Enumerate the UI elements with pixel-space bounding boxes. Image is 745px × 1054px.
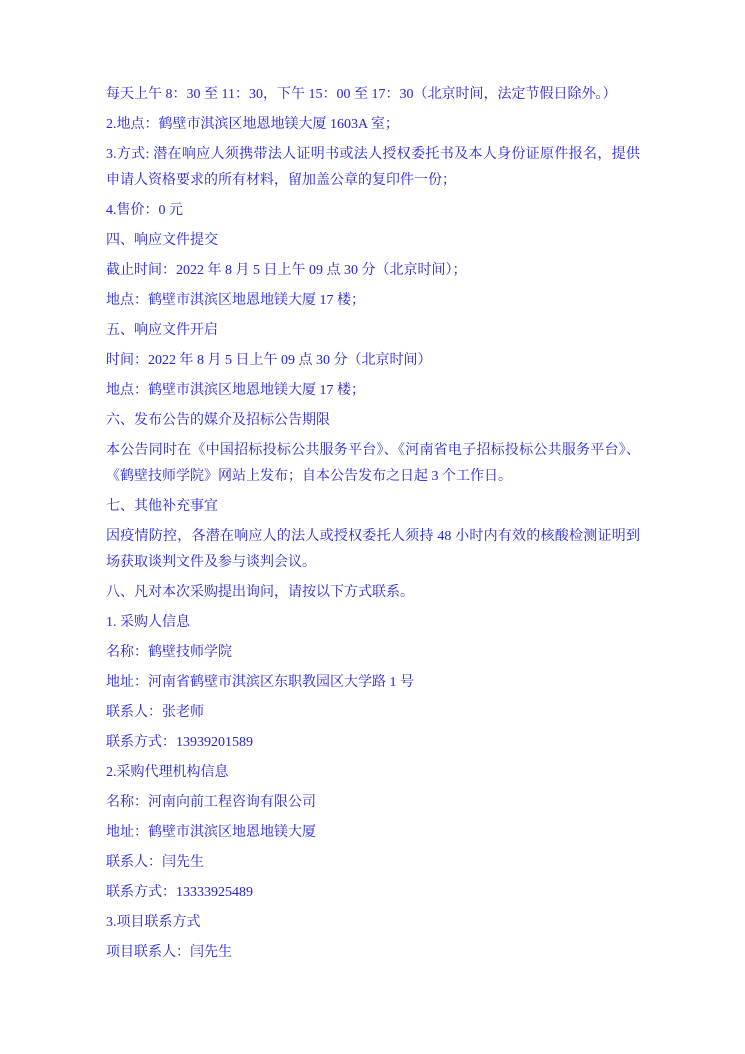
heading-section-8-contact: 八、凡对本次采购提出询问，请按以下方式联系。 [106, 585, 414, 600]
para-agency-info-heading: 2.采购代理机构信息 [106, 765, 229, 780]
para-project-contact-person: 项目联系人：闫先生 [106, 945, 232, 960]
para-submission-deadline: 截止时间：2022 年 8 月 5 日上午 09 点 30 分（北京时间）； [106, 263, 467, 278]
para-covid-requirement: 因疫情防控，各潜在响应人的法人或授权委托人须持 48 小时内有效的核酸检测证明到场获取谈判文件及参与谈判会议。 [106, 529, 640, 570]
para-agency-name: 名称：河南向前工程咨询有限公司 [106, 795, 316, 810]
heading-section-6-announcement-media: 六、发布公告的媒介及招标公告期限 [106, 413, 330, 428]
para-submission-location: 地点：鹤壁市淇滨区地恩地镁大厦 17 楼； [106, 293, 365, 308]
para-purchaser-info-heading: 1. 采购人信息 [106, 615, 190, 630]
para-project-contact-heading: 3.项目联系方式 [106, 915, 201, 930]
para-purchaser-address: 地址：河南省鹤壁市淇滨区东职教园区大学路 1 号 [106, 675, 414, 690]
heading-section-7-supplementary: 七、其他补充事宜 [106, 499, 218, 514]
heading-section-4-response-submission: 四、响应文件提交 [106, 233, 218, 248]
para-registration-method: 3.方式: 潜在响应人须携带法人证明书或法人授权委托书及本人身份证原件报名，提供申请人资格要求的所有材料，留加盖公章的复印件一份； [106, 147, 640, 188]
para-agency-address: 地址：鹤壁市淇滨区地恩地镁大厦 [106, 825, 316, 840]
heading-section-5-response-opening: 五、响应文件开启 [106, 323, 218, 338]
para-document-price: 4.售价：0 元 [106, 203, 183, 218]
para-opening-time: 时间：2022 年 8 月 5 日上午 09 点 30 分（北京时间） [106, 353, 432, 368]
para-registration-location: 2.地点：鹤壁市淇滨区地恩地镁大厦 1603A 室； [106, 117, 399, 132]
para-agency-contact-phone: 联系方式：13333925489 [106, 885, 253, 900]
para-agency-contact-person: 联系人：闫先生 [106, 855, 204, 870]
para-opening-location: 地点：鹤壁市淇滨区地恩地镁大厦 17 楼； [106, 383, 365, 398]
para-purchaser-name: 名称：鹤壁技师学院 [106, 645, 232, 660]
para-purchaser-contact-person: 联系人：张老师 [106, 705, 204, 720]
para-office-hours: 每天上午 8：30 至 11：30，下午 15：00 至 17：30（北京时间，法定节假日除外。） [106, 87, 617, 102]
para-announcement-platforms: 本公告同时在《中国招标投标公共服务平台》、《河南省电子招标投标公共服务平台》、《鹤壁技师学院》网站上发布；自本公告发布之日起 3 个工作日。 [106, 443, 640, 484]
para-purchaser-contact-phone: 联系方式：13939201589 [106, 735, 253, 750]
